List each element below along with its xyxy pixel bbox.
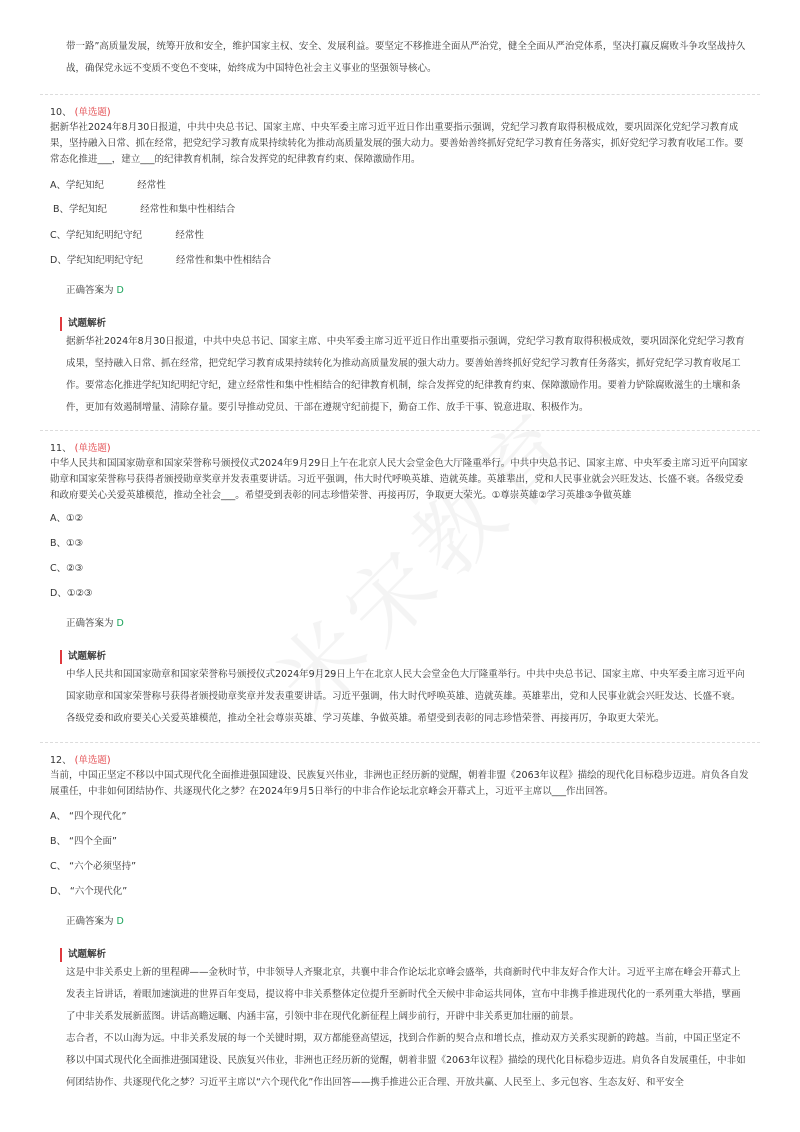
- question-12-option-d[interactable]: D、 “六个现代化”: [50, 886, 128, 897]
- question-type: (单选题): [74, 443, 111, 454]
- question-10-stem: 据新华社2024年8月30日报道，中共中央总书记、国家主席、中央军委主席习近平近日作出重要指示强调，党纪学习教育取得积极成效，要巩固深化党纪学习教育成果，坚持融入日常、抓在经常，把党纪学习教育成果持续转化为推动高质量发展的强大动力。要善始善终抓好党纪学习教育任务落实，抓好党纪学习教育收尾工作。要常态化推进___，建立___的纪律教育机制，综合发挥党的纪律教育约束、保障激励作用。: [50, 122, 744, 165]
- answer-label: 正确答案为: [66, 618, 114, 629]
- question-11-analysis-title: 试题解析: [60, 650, 106, 664]
- question-11-analysis: 中华人民共和国国家勋章和国家荣誉称号颁授仪式2024年9月29日上午在北京人民大会堂金色大厅隆重举行。中共中央总书记、国家主席、中央军委主席习近平向国家勋章和国家荣誉称号获得者颁授勋章奖章并发表重要讲话。习近平强调，伟大时代呼唤英雄、造就英雄。英雄辈出，党和人民事业就会兴旺发达、长盛不衰。各级党委和政府要关心关爱英雄模范，推动全社会尊崇英雄、学习英雄、争做英雄。希望受到表彰的同志珍惜荣誉、再接再厉，争取更大荣光。: [66, 669, 745, 724]
- question-divider: [40, 430, 760, 431]
- answer-letter: D: [116, 285, 124, 296]
- question-11-option-d[interactable]: D、①②③: [50, 588, 93, 599]
- question-12-header: [50, 754, 111, 768]
- question-type: (单选题): [74, 107, 111, 118]
- question-10-analysis-title: 试题解析: [60, 317, 106, 331]
- answer-letter: D: [116, 916, 124, 927]
- question-number: 12、: [50, 755, 72, 766]
- question-12-option-b[interactable]: B、 “四个全面”: [50, 836, 117, 847]
- question-10-answer: [66, 284, 124, 298]
- question-12-analysis-paragraph-2: 志合者，不以山海为远。中非关系发展的每一个关键时期，双方都能登高望远，找到合作新的契合点和增长点，推动双方关系实现新的跨越。当前，中国正坚定不移以中国式现代化全面推进强国建设、民族复兴伟业，非洲也正经历新的觉醒，朝着非盟《2063年议程》描绘的现代化目标稳步迈进。肩负各自发展重任，中非如何团结协作、共逐现代化之梦？习近平主席以“六个现代化”作出回答——携手推进公正合理、开放共赢、人民至上、多元包容、生态友好、和平安全: [66, 1033, 746, 1088]
- question-number: 11、: [50, 443, 72, 454]
- question-type: (单选题): [74, 755, 111, 766]
- question-12-analysis: 这是中非关系史上新的里程碑——金秋时节，中非领导人齐聚北京，共襄中非合作论坛北京峰会盛举，共商新时代中非友好合作大计。习近平主席在峰会开幕式上发表主旨讲话，着眼加速演进的世界百年变局，提议将中非关系整体定位提升至新时代全天候中非命运共同体，宣布中非携手推进现代化的一系列重大举措，擘画了中非关系发展新蓝图。讲话高瞻远瞩、内涵丰富，引领中非在现代化新征程上阔步前行，开辟中非关系更加壮丽的前景。: [66, 967, 741, 1022]
- question-divider: [40, 742, 760, 743]
- question-12-option-a[interactable]: A、 “四个现代化”: [50, 811, 127, 822]
- answer-label: 正确答案为: [66, 285, 114, 296]
- question-12-analysis-title: 试题解析: [60, 948, 106, 962]
- answer-letter: D: [116, 618, 124, 629]
- question-11-stem: 中华人民共和国国家勋章和国家荣誉称号颁授仪式2024年9月29日上午在北京人民大会堂金色大厅隆重举行。中共中央总书记、国家主席、中央军委主席习近平向国家勋章和国家荣誉称号获得者颁授勋章奖章并发表重要讲话。习近平强调，伟大时代呼唤英雄、造就英雄。英雄辈出，党和人民事业就会兴旺发达、长盛不衰。各级党委和政府要关心关爱英雄模范，推动全社会___。希望受到表彰的同志珍惜荣誉、再接再厉，争取更大荣光。①尊崇英雄②学习英雄③争做英雄: [50, 458, 748, 501]
- previous-analysis-continuation: 带一路”高质量发展，统筹开放和安全，维护国家主权、安全、发展利益。要坚定不移推进全面从严治党，健全全面从严治党体系，坚决打赢反腐败斗争攻坚战持久战，确保党永远不变质不变色不变味，始终成为中国特色社会主义事业的坚强领导核心。: [66, 41, 746, 74]
- question-divider: [40, 94, 760, 95]
- question-10-analysis: 据新华社2024年8月30日报道，中共中央总书记、国家主席、中央军委主席习近平近日作出重要指示强调，党纪学习教育取得积极成效，要巩固深化党纪学习教育成果，坚持融入日常、抓在经常，把党纪学习教育成果持续转化为推动高质量发展的强大动力。要善始善终抓好党纪学习教育任务落实，抓好党纪学习教育收尾工作。要常态化推进学纪知纪明纪守纪，建立经常性和集中性相结合的纪律教育机制，综合发挥党的纪律教育约束、保障激励作用。要着力铲除腐败滋生的土壤和条件，更加有效遏制增量、清除存量。要引导推动党员、干部在遵规守纪前提下，勤奋工作、放手干事、锐意进取、积极作为。: [66, 336, 745, 413]
- question-11-answer: [66, 617, 124, 631]
- question-12-answer: [66, 915, 124, 929]
- question-12-option-c[interactable]: C、 “六个必须坚持”: [50, 861, 136, 872]
- question-10-option-d[interactable]: D、学纪知纪明纪守纪 经常性和集中性相结合: [50, 255, 272, 266]
- question-10-option-a[interactable]: A、学纪知纪 经常性: [50, 180, 166, 191]
- question-11-option-c[interactable]: C、②③: [50, 563, 84, 574]
- question-11-option-a[interactable]: A、①②: [50, 513, 84, 524]
- answer-label: 正确答案为: [66, 916, 114, 927]
- question-11-option-b[interactable]: B、①③: [50, 538, 84, 549]
- question-10-option-b[interactable]: B、学纪知纪 经常性和集中性相结合: [50, 204, 236, 215]
- question-number: 10、: [50, 107, 72, 118]
- question-12-stem: 当前，中国正坚定不移以中国式现代化全面推进强国建设、民族复兴伟业，非洲也正经历新的觉醒，朝着非盟《2063年议程》描绘的现代化目标稳步迈进。肩负各自发展重任，中非如何团结协作、共逐现代化之梦？在2024年9月5日举行的中非合作论坛北京峰会开幕式上，习近平主席以___作出回答。: [50, 770, 749, 797]
- question-10-option-c[interactable]: C、学纪知纪明纪守纪 经常性: [50, 230, 204, 241]
- question-10-header: [50, 106, 111, 120]
- question-11-header: [50, 442, 111, 456]
